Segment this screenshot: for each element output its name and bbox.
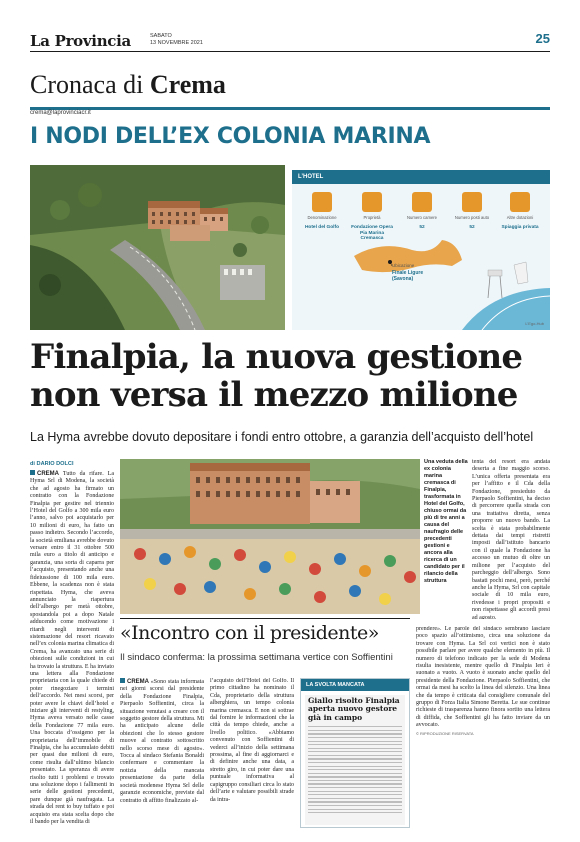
- svolta-tag: LA SVOLTA MANCATA: [301, 679, 409, 691]
- clipping-text-lines: [305, 724, 405, 817]
- masthead: [30, 30, 550, 52]
- city-marker-icon: [120, 678, 125, 683]
- hotel-infographic: [292, 170, 550, 330]
- main-headline: Finalpia, la nuova gestione non versa il mezzo milione: [30, 337, 523, 415]
- info-item-name: Denominazione Hotel del Golfo: [300, 192, 344, 231]
- interview-column-1: CREMA «Sono stata informata nei giorni scorsi dal presidente della Fondazione Finalpia, Pierpaolo Soffientini, circa la situazione venutasi a creare con il soggetto gestore della struttura. Mi ha anticipato alcune delle obiezioni che lo stesso gestore muove al contratto sottoscritto nello scorso mese di agosto». Tocca al sindaco Stefania Bonaldi confermare e commentare la notizia della mancata presentazione da parte della società modenese Hyma Srl delle garanzie economiche, previste dal contratto di affitto finalizzato al-: [120, 679, 204, 804]
- infographic-tag: L’HOTEL: [292, 170, 550, 184]
- main-subhead: La Hyma avrebbe dovuto depositare i fondi entro ottobre, a garanzia dell’acquisto dell’hotel: [30, 430, 534, 444]
- location-label: Ubicazione: [392, 263, 415, 268]
- interview-subtitle: Il sindaco conferma: la prossima settimana vertice con Soffientini: [120, 652, 393, 663]
- newspaper-logo: La Provincia: [30, 32, 131, 50]
- info-item-owner: Proprietà Fondazione Opera Pia Marina Cremasca: [350, 192, 394, 242]
- interview-column-2: l’acquisto dell’Hotel del Golfo. Il primo cittadino ha nominato il Cda, proprietario della struttura alberghiera, un tempo colonia marina cremasca. E non si sottrae dal fornire le informazioni che la città da tempo chiede, anche a livello politico. «Abbiamo convenuto con Soffientini di vederci all’inizio della settimana prossima, al fine di aggiornarci e di definire anche una data, a stretto giro, in cui poter dare una puntuale informativa al capigruppo consiliari circa lo stato dell’arte e valutare possibili strade da intra-: [210, 678, 294, 803]
- interview-rule: [120, 618, 410, 619]
- info-item-parking: Numero posti auto 52: [450, 192, 494, 231]
- newspaper-clipping: [305, 695, 405, 825]
- section-header: [30, 70, 550, 104]
- section-rule: [30, 107, 550, 110]
- photo-caption: Una veduta della ex colonia marina cremasca di Finalpia, trasformata in Hotel del Golfo, chiuso ormai da più di tre anni a causa del naufragio delle precedenti gestioni e ancora alla ricerca di un candidato per il rilancio della struttura: [424, 459, 468, 584]
- svolta-box: [300, 678, 410, 828]
- section-title: Cronaca di Crema: [30, 70, 226, 99]
- issue-date: SABATO 13 NOVEMBRE 2021: [150, 33, 203, 46]
- infographic-credit: L’Ego-Hub: [525, 321, 544, 326]
- hotel-beach-photo: [120, 459, 420, 614]
- city-marker-icon: [30, 470, 35, 475]
- location-value: Finale Ligure (Savona): [392, 270, 424, 282]
- article-column-1: CREMA Tutto da rifare. La Hyma Srl di Modena, la società che ad agosto ha firmato un contratto con la Fondazione Finalpia per gestire nel triennio l’Hotel del Golfo a 300 mila euro l’anno, salvo poi acquistarlo per 10 milioni di euro, ha fatto un passo indietro. Secondo l’accordo, la società emiliana avrebbe dovuto versare entro il 31 ottobre 500 mila euro a titolo di anticipo e garanzia, una sorta di caparra per l’acquisto, presentando anche una fideiussione di 100 mila euro. Ebbene, la scadenza non è stata rispettata. Hyma, che aveva annunciato la riapertura dell’albergo per metà ottobre, spostandola poi a dopo Natale adducendo come motivazione i ritardi negli interventi di sistemazione del resort ricavato nell’ex colonia marina climatica di Crema, ha avanzato una serie di obiezioni sulle condizioni in cui ha trovato la struttura. E ha inviato una lettera alla Fondazione proprietaria con la quale chiede di poter rinegoziare i termini dell’accordo. Nei mesi scorsi, per poter avere le chiavi dell’hotel e iniziare gli interventi di restyling, Hyma aveva versato nelle casse della Fondazione 77 mila euro. Una boccata d’ossigeno per la proprietaria dell’immobile di Finalpia, che ha accumulato debiti per quasi due milioni di euro, come risulta dall’ultimo bilancio presentato. La speranza di avere risolto tutti i problemi e trovato una soluzione dopo i fallimenti in serie delle gestioni precedenti, pare dunque già naufragata. La strada del rent to buy tuffato e poi acquisto era stata scelta dopo che il bando per la vendita di: [30, 471, 114, 825]
- beach-illustration: [120, 459, 420, 614]
- section-email[interactable]: crema@laprovinciacr.it: [30, 110, 91, 116]
- hotel-aerial-photo: [30, 165, 285, 330]
- kicker: I NODI DELL’EX COLONIA MARINA: [30, 124, 431, 149]
- interview-title: «Incontro con il presidente»: [120, 622, 379, 644]
- byline: di DARIO DOLCI: [30, 461, 74, 467]
- info-item-rooms: Numero camere 52: [400, 192, 444, 231]
- article-column-4: tenta del resort era andata deserta a fine maggio scorso. L’unica offerta presentata era per l’affitto e il Cda della Fondazione, presieduto da Pierpaolo Soffientini, ha deciso di percorrere quella strada con una trattativa diretta, senza proporre un nuovo bando. La scelta è stata probabilmente dettata dai tempi ristretti imposti dall’istituto bancario con il quale la Fondazione ha accesso un mutuo di oltre un milione per l’acquisto del parcheggio dell’albergo. Sono bastati pochi mesi, però, perché anche la Hyma, Srl con capitale sociale di 10 mila euro, rivedesse i propri propositi e non rispettasse gli accordi presi ad agosto.: [472, 459, 550, 619]
- info-item-extras: Altre dotazioni Spiaggia privata: [498, 192, 542, 231]
- interview-column-4: prendere». Le parole del sindaco sembrano lasciare poco spazio all’ottimismo, circa una soluzione da trovare con Hyma. La Srl coi vertici non è stato possibile parlare per avere qualche elemento in più. Il numero di telefono indicato per la sede di Modena risulta inesistente, mentre quello di Finalpia Ieri è suonato a vuoto. A vuoto è suonato anche quello del presidente della Fondazione. Pierpaolo Soffientini, che ormai da mesi ha scelto la linea del silenzio. Una linea che da tempo è criticata dal consigliere comunale del gruppo di Forza Italia Simone Beretta. Le sue continue richieste di trasparenza hanno finora sortito una lettera di diffida, che Soffientini gli ha fatto inviare da un avvocato. © RIPRODUZIONE RISERVATA: [416, 626, 550, 736]
- hotel-aerial-illustration: [30, 165, 285, 330]
- liguria-map-illustration: [292, 170, 550, 330]
- clipping-headline: Giallo risolto Finalpia aperta nuovo gestore già in campo: [308, 696, 400, 722]
- page-number: 25: [535, 31, 550, 46]
